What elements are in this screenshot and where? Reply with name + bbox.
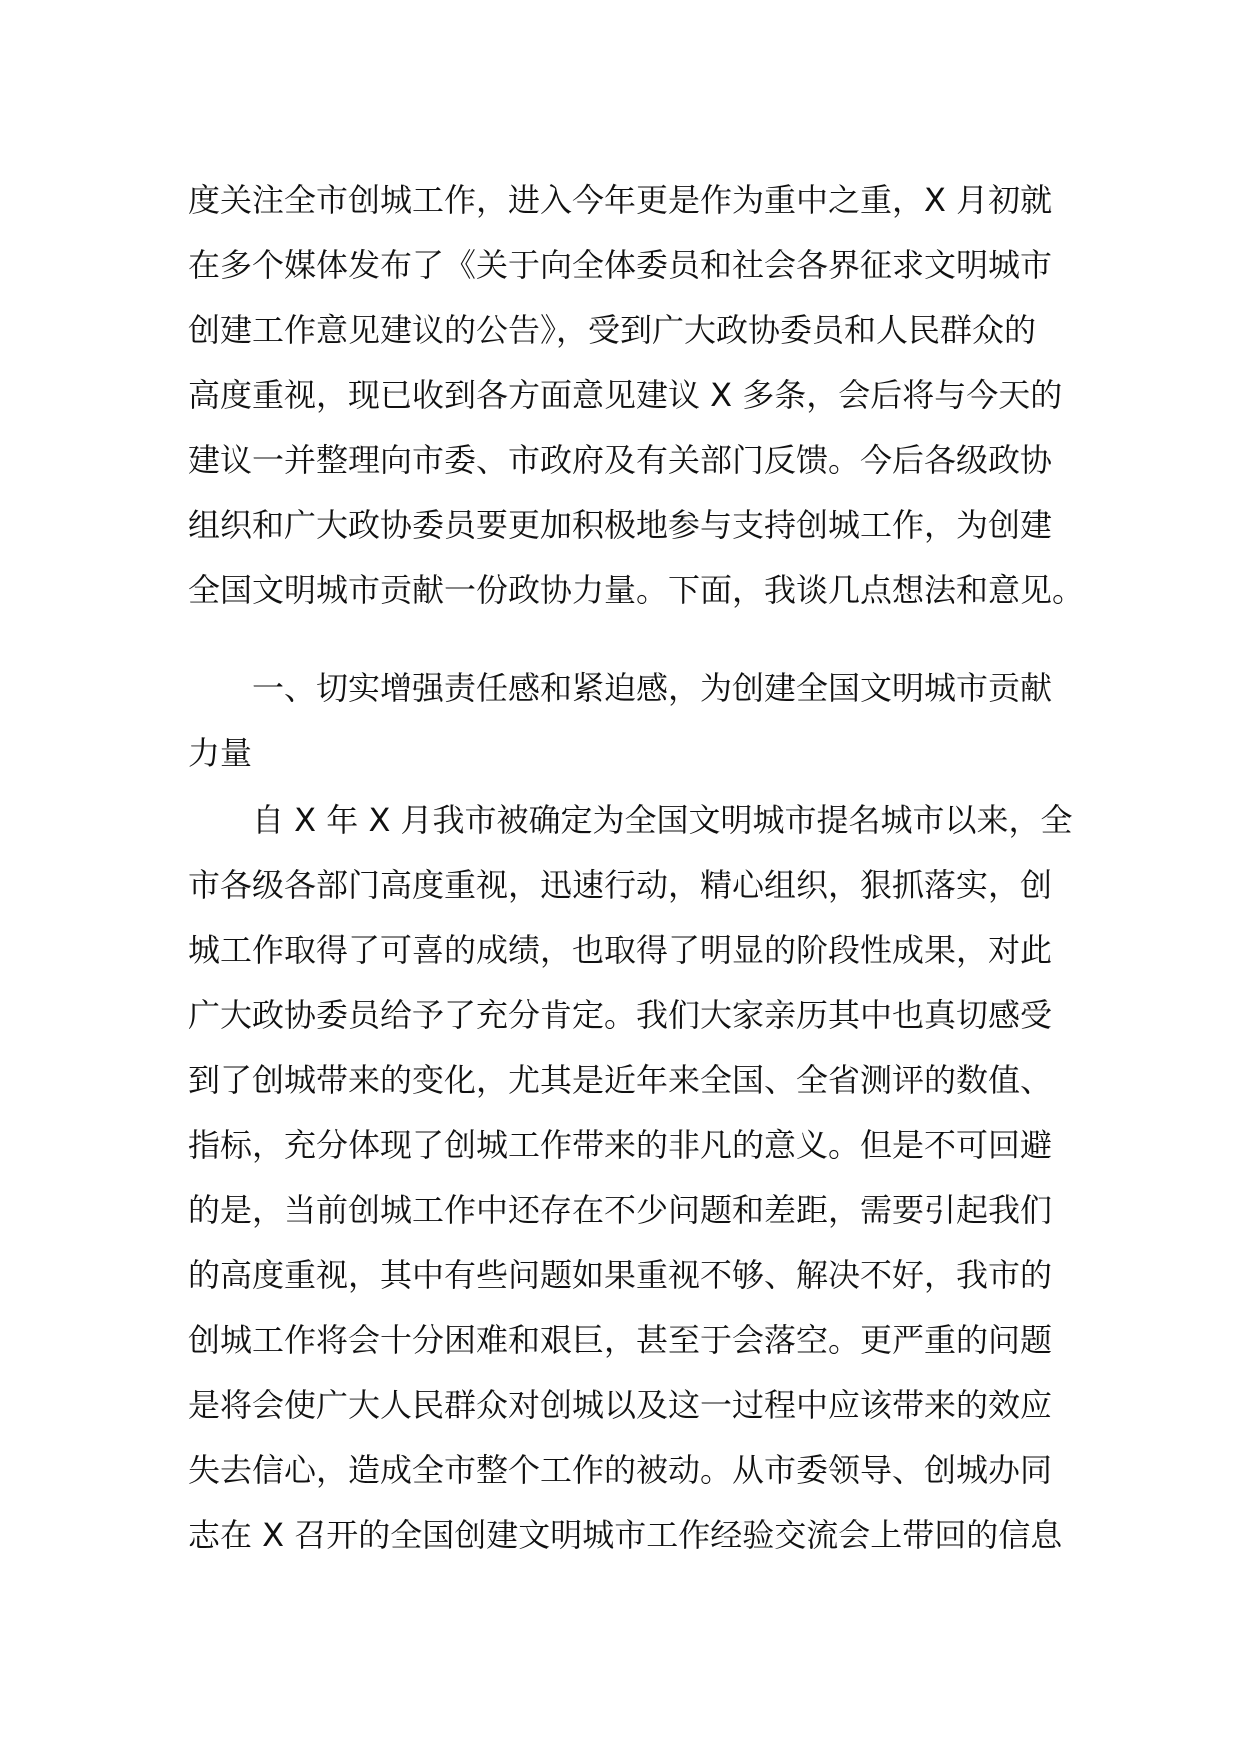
text-line: 组织和广大政协委员要更加积极地参与支持创城工作，为创建 bbox=[188, 506, 1053, 544]
text-line: 在多个媒体发布了《关于向全体委员和社会各界征求文明城市 bbox=[188, 246, 1053, 284]
text-line: 创城工作将会十分困难和艰巨，甚至于会落空。更严重的问题 bbox=[188, 1321, 1053, 1359]
text-line: 到了创城带来的变化，尤其是近年来全国、全省测评的数值、 bbox=[188, 1061, 1053, 1099]
text-line: 失去信心，造成全市整个工作的被动。从市委领导、创城办同 bbox=[188, 1451, 1053, 1489]
heading-line: 力量 bbox=[188, 734, 253, 772]
section-heading-1 bbox=[188, 656, 1068, 786]
text-line: 城工作取得了可喜的成绩，也取得了明显的阶段性成果，对此 bbox=[188, 931, 1053, 969]
text-line: 创建工作意见建议的公告》，受到广大政协委员和人民群众的 bbox=[188, 311, 1037, 349]
text-line: 的是，当前创城工作中还存在不少问题和差距，需要引起我们 bbox=[188, 1191, 1053, 1229]
heading-line: 一、切实增强责任感和紧迫感，为创建全国文明城市贡献 bbox=[252, 669, 1053, 707]
text-line: 的高度重视，其中有些问题如果重视不够、解决不好，我市的 bbox=[188, 1256, 1053, 1294]
text-line: 度关注全市创城工作，进入今年更是作为重中之重，X 月初就 bbox=[188, 181, 1053, 219]
text-line: 志在 X 召开的全国创建文明城市工作经验交流会上带回的信息 bbox=[188, 1516, 1063, 1554]
text-line: 自 X 年 X 月我市被确定为全国文明城市提名城市以来，全 bbox=[252, 801, 1073, 839]
paragraph-body-2 bbox=[188, 788, 1073, 1568]
text-line: 是将会使广大人民群众对创城以及这一过程中应该带来的效应 bbox=[188, 1386, 1053, 1424]
text-line: 高度重视，现已收到各方面意见建议 X 多条，会后将与今天的 bbox=[188, 376, 1063, 414]
text-line: 建议一并整理向市委、市政府及有关部门反馈。今后各级政协 bbox=[188, 441, 1053, 479]
text-line: 指标，充分体现了创城工作带来的非凡的意义。但是不可回避 bbox=[188, 1126, 1053, 1164]
text-line: 全国文明城市贡献一份政协力量。下面，我谈几点想法和意见。 bbox=[188, 571, 1085, 609]
text-line: 市各级各部门高度重视，迅速行动，精心组织，狠抓落实，创 bbox=[188, 866, 1053, 904]
paragraph-body-1 bbox=[188, 168, 1085, 623]
text-line: 广大政协委员给予了充分肯定。我们大家亲历其中也真切感受 bbox=[188, 996, 1053, 1034]
